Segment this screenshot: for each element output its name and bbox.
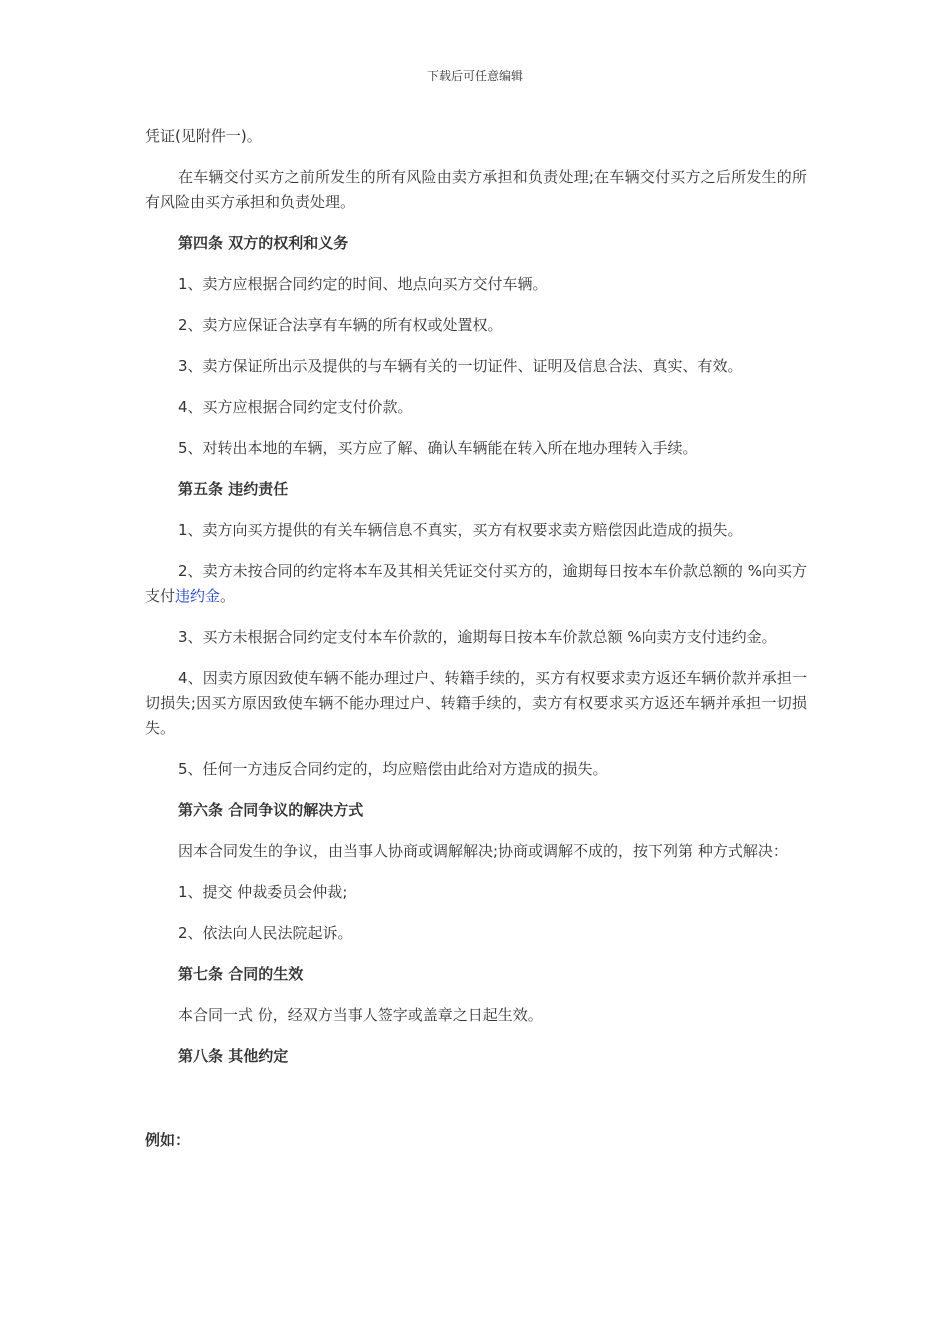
article-4-item-1: 1、卖方应根据合同约定的时间、地点向买方交付车辆。	[178, 275, 548, 293]
article-4-item-2: 2、卖方应保证合法享有车辆的所有权或处置权。	[178, 316, 503, 334]
paragraph-voucher: 凭证(见附件一)。	[145, 127, 262, 145]
article-4-heading: 第四条 双方的权利和义务	[178, 234, 349, 252]
page-header: 下载后可任意编辑	[426, 69, 523, 83]
article-5-item-2-text: 2、卖方未按合同的约定将本车及其相关凭证交付买方的，逾期每日按本车价款总额的 %向买方支付	[145, 562, 807, 605]
document-body	[145, 124, 807, 1153]
article-7-heading: 第七条 合同的生效	[178, 965, 304, 983]
article-5-item-2	[145, 559, 807, 609]
article-5-item-2-end: 。	[220, 587, 236, 605]
article-6-item-1: 1、提交 仲裁委员会仲裁;	[178, 883, 348, 901]
article-4-item-3: 3、卖方保证所出示及提供的与车辆有关的一切证件、证明及信息合法、真实、有效。	[178, 357, 743, 375]
article-5-item-4: 4、因卖方原因致使车辆不能办理过户、转籍手续的，买方有权要求卖方返还车辆价款并承担一切损失;因买方原因致使车辆不能办理过户、转籍手续的，卖方有权要求买方返还车辆并承担一切损失。	[145, 669, 807, 737]
article-5-item-3: 3、买方未根据合同约定支付本车价款的，逾期每日按本车价款总额 %向卖方支付违约金。	[178, 628, 777, 646]
article-6-item-2: 2、依法向人民法院起诉。	[178, 924, 353, 942]
example-label: 例如：	[145, 1131, 191, 1149]
article-8-heading: 第八条 其他约定	[178, 1047, 289, 1065]
article-6-heading: 第六条 合同争议的解决方式	[178, 801, 364, 819]
article-7-text: 本合同一式 份，经双方当事人签字或盖章之日起生效。	[178, 1006, 543, 1024]
article-5-item-5: 5、任何一方违反合同约定的，均应赔偿由此给对方造成的损失。	[178, 760, 608, 778]
penalty-link[interactable]: 违约金	[175, 587, 221, 605]
article-4-item-5: 5、对转出本地的车辆，买方应了解、确认车辆能在转入所在地办理转入手续。	[178, 439, 698, 457]
article-4-item-4: 4、买方应根据合同约定支付价款。	[178, 398, 413, 416]
article-5-item-1: 1、卖方向买方提供的有关车辆信息不真实，买方有权要求卖方赔偿因此造成的损失。	[178, 521, 743, 539]
article-6-intro: 因本合同发生的争议，由当事人协商或调解解决;协商或调解不成的，按下列第 种方式解决：	[178, 842, 788, 860]
blank-space	[145, 1085, 807, 1128]
article-5-heading: 第五条 违约责任	[178, 480, 289, 498]
paragraph-risk: 在车辆交付买方之前所发生的所有风险由卖方承担和负责处理;在车辆交付买方之后所发生的所有风险由买方承担和负责处理。	[145, 168, 807, 211]
